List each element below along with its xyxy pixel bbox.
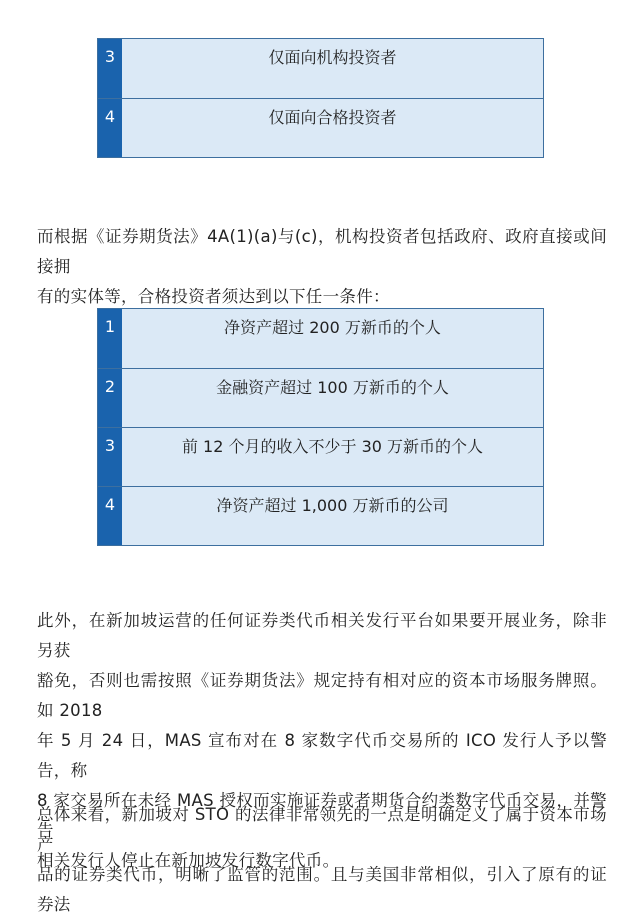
text-line: 豁免，否则也需按照《证券期货法》规定持有相对应的资本市场服务牌照。如 2018 (37, 671, 607, 720)
row-text: 金融资产超过 100 万新币的个人 (216, 378, 449, 397)
text-line: 相关发行人停止在新加坡发行数字代币。 (37, 851, 340, 870)
text-line: 品的证券类代币，明晰了监管的范围。且与美国非常相似，引入了原有的证券法 (37, 865, 607, 914)
table-row (98, 427, 543, 486)
qualified-investor-criteria-table (97, 308, 544, 546)
table-row (98, 368, 543, 427)
text-line: 年 5 月 24 日，MAS 宣布对在 8 家数字代币交易所的 ICO 发行人予以警告，称 (37, 731, 607, 780)
paragraph-investor-definition (37, 222, 607, 312)
row-number: 3 (98, 39, 122, 98)
row-number: 4 (98, 99, 122, 157)
table-row (98, 98, 543, 157)
row-text: 仅面向机构投资者 (268, 48, 397, 67)
row-text: 前 12 个月的收入不少于 30 万新币的个人 (181, 437, 484, 456)
row-text: 净资产超过 1,000 万新币的公司 (216, 496, 449, 515)
row-number: 4 (98, 487, 122, 545)
row-number: 2 (98, 369, 122, 427)
text-line: 而根据《证券期货法》4A(1)(a)与(c)，机构投资者包括政府、政府直接或间接拥 (37, 227, 607, 276)
table-row (98, 486, 543, 545)
table-row (98, 309, 543, 368)
text-line: 此外，在新加坡运营的任何证券类代币相关发行平台如果要开展业务，除非另获 (37, 611, 607, 660)
text-line: 8 家交易所在未经 MAS 授权而实施证券或者期货合约类数字代币交易，并警告 (37, 791, 607, 840)
text-line: 总体来看，新加坡对 STO 的法律非常领先的一点是明确定义了属于资本市场产 (37, 805, 607, 854)
row-number: 1 (98, 309, 122, 368)
row-number: 3 (98, 428, 122, 486)
paragraph-summary (37, 800, 607, 920)
table-row (98, 39, 543, 98)
row-text: 净资产超过 200 万新币的个人 (224, 318, 441, 337)
investor-type-table (97, 38, 544, 158)
row-text: 仅面向合格投资者 (268, 108, 397, 127)
text-line: 有的实体等，合格投资者须达到以下任一条件： (37, 287, 390, 306)
